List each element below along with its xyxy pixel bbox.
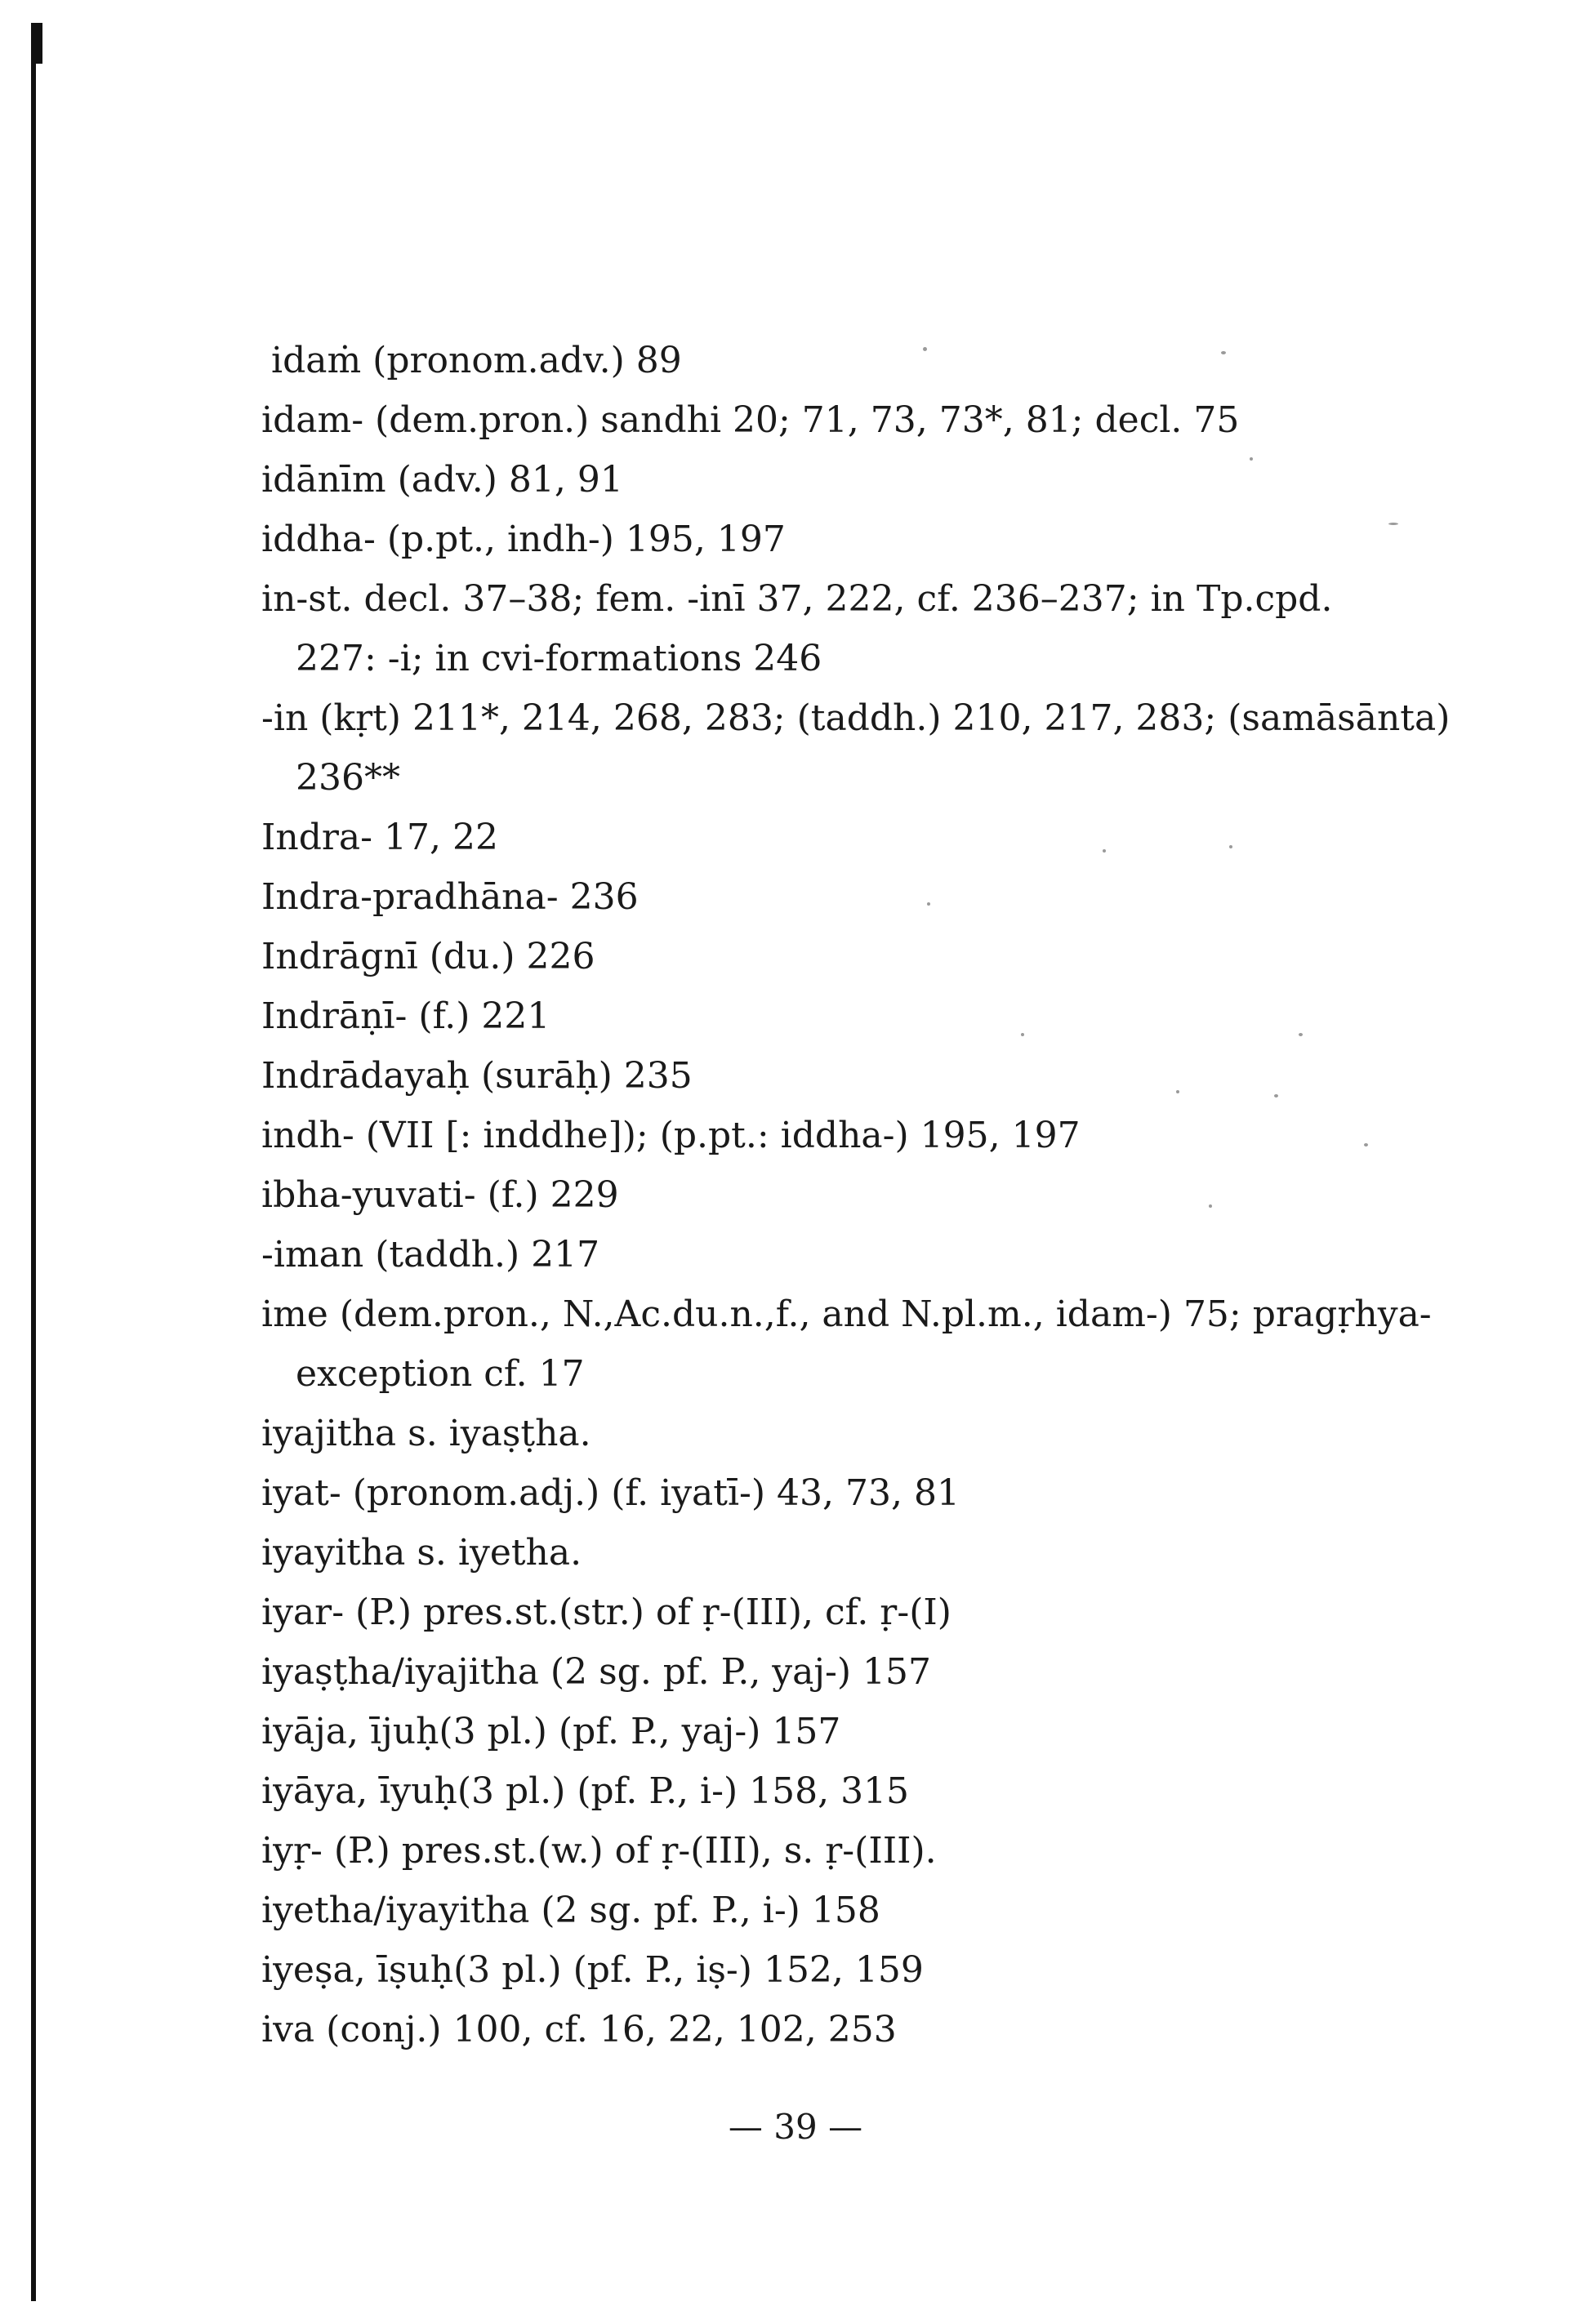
index-entry bbox=[261, 1284, 1432, 1404]
entry-text: iyāja, ījuḥ(3 pl.) (pf. P., yaj-) 157 bbox=[261, 1711, 841, 1752]
index-entry bbox=[261, 450, 1405, 510]
index-entry bbox=[261, 1821, 1405, 1881]
entry-text: indh- (VII [: inddhe]); (p.pt.: iddha-) 195, 197 bbox=[261, 1115, 1081, 1156]
entry-text: Indrāṇī- (f.) 221 bbox=[261, 995, 550, 1037]
index-entry bbox=[261, 1225, 1405, 1284]
index-entry bbox=[261, 1940, 1405, 2000]
entry-text: iyaṣṭha/iyajitha (2 sg. pf. P., yaj-) 157 bbox=[261, 1651, 932, 1693]
entry-text: iyeṣa, īṣuḥ(3 pl.) (pf. P., iṣ-) 152, 159 bbox=[261, 1949, 924, 1991]
entry-text: iyajitha s. iyaṣṭha. bbox=[261, 1413, 591, 1454]
entry-text: in-st. decl. 37–38; fem. -inī 37, 222, cf. 236–237; in Tp.cpd. bbox=[261, 578, 1333, 620]
scan-edge-line bbox=[31, 23, 36, 2301]
entry-text: iyetha/iyayitha (2 sg. pf. P., i-) 158 bbox=[261, 1890, 880, 1931]
index-entry bbox=[261, 1583, 1405, 1642]
index-entry bbox=[261, 688, 1451, 808]
entry-text: Indrāgnī (du.) 226 bbox=[261, 936, 595, 977]
index-entries bbox=[261, 331, 1451, 2059]
entry-text: iddha- (p.pt., indh-) 195, 197 bbox=[261, 519, 786, 560]
index-entry bbox=[261, 1523, 1405, 1583]
entry-continuation: 236** bbox=[296, 757, 400, 799]
index-entry bbox=[261, 808, 1405, 867]
index-entry bbox=[261, 1404, 1405, 1463]
index-entry bbox=[261, 1642, 1405, 1702]
index-entry bbox=[261, 1761, 1405, 1821]
entry-text: idam- (dem.pron.) sandhi 20; 71, 73, 73*, 81; decl. 75 bbox=[261, 399, 1240, 441]
page-number: — 39 — bbox=[728, 2107, 863, 2147]
index-entry bbox=[261, 390, 1405, 450]
entry-continuation: exception cf. 17 bbox=[296, 1353, 585, 1395]
entry-text: -in (kṛt) 211*, 214, 268, 283; (taddh.) 210, 217, 283; (samāsānta) bbox=[261, 697, 1451, 739]
entry-text: iva (conj.) 100, cf. 16, 22, 102, 253 bbox=[261, 2009, 897, 2050]
index-entry bbox=[261, 867, 1405, 927]
index-entry bbox=[261, 1106, 1405, 1165]
index-entry bbox=[261, 1702, 1405, 1761]
index-entry bbox=[261, 927, 1405, 986]
entry-text: Indra-pradhāna- 236 bbox=[261, 876, 639, 918]
index-entry bbox=[261, 510, 1405, 569]
index-entry bbox=[261, 1881, 1405, 1940]
index-entry bbox=[261, 1046, 1405, 1106]
index-entry bbox=[261, 986, 1405, 1046]
entry-continuation: 227: -i; in cvi-formations 246 bbox=[296, 638, 822, 679]
index-entry bbox=[271, 331, 1405, 390]
index-entry bbox=[261, 2000, 1405, 2059]
index-entry bbox=[261, 569, 1405, 688]
index-entry bbox=[261, 1165, 1405, 1225]
entry-text: iyat- (pronom.adj.) (f. iyatī-) 43, 73, 81 bbox=[261, 1472, 960, 1514]
entry-text: Indrādayaḥ (surāḥ) 235 bbox=[261, 1055, 693, 1097]
entry-text: iyāya, īyuḥ(3 pl.) (pf. P., i-) 158, 315 bbox=[261, 1770, 910, 1812]
scan-edge-mark bbox=[31, 23, 42, 64]
entry-text: iyayitha s. iyetha. bbox=[261, 1532, 582, 1574]
index-entry bbox=[261, 1463, 1405, 1523]
entry-text: idaṁ (pronom.adv.) 89 bbox=[271, 340, 682, 381]
entry-text: ibha-yuvati- (f.) 229 bbox=[261, 1174, 619, 1216]
entry-text: iyar- (P.) pres.st.(str.) of ṛ-(III), cf. ṛ-(I) bbox=[261, 1592, 951, 1633]
entry-text: ime (dem.pron., N.,Ac.du.n.,f., and N.pl.m., idam-) 75; pragṛhya- bbox=[261, 1293, 1432, 1335]
entry-text: idānīm (adv.) 81, 91 bbox=[261, 459, 623, 501]
entry-text: -iman (taddh.) 217 bbox=[261, 1234, 600, 1276]
entry-text: iyṛ- (P.) pres.st.(w.) of ṛ-(III), s. ṛ-(III). bbox=[261, 1830, 937, 1872]
entry-text: Indra- 17, 22 bbox=[261, 817, 498, 858]
